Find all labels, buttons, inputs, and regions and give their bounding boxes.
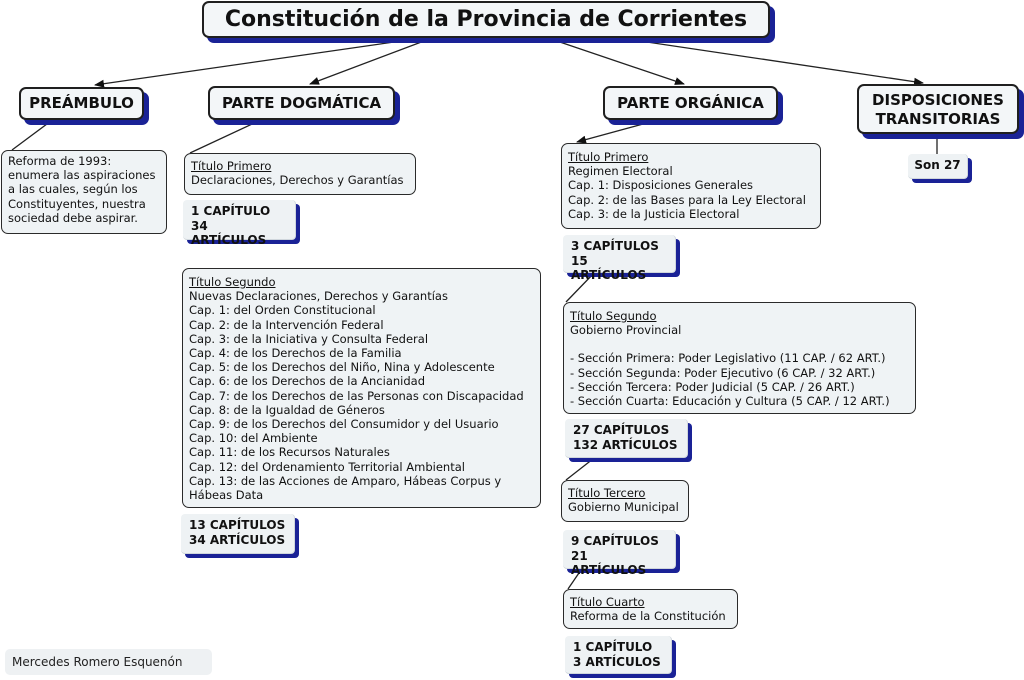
note-line: - Sección Segunda: Poder Ejecutivo (6 CAP. / 32 ART.) [570,365,876,380]
note-line: Gobierno Provincial [570,323,682,338]
note-preambulo[interactable] [1,150,167,234]
topic-transitorias-line2: TRANSITORIAS [875,110,1001,128]
author-label [5,649,212,675]
topic-transitorias-line1: DISPOSICIONES [872,91,1004,109]
count-organica-titulo-primero [563,235,676,282]
note-line: Reforma de la Constitución [570,609,726,624]
link-title-transitorias [620,38,923,83]
count-transitorias [908,154,968,179]
note-line: Constituyentes, nuestra [8,196,146,211]
count-organica-titulo-tercero [563,530,676,577]
topic-preambulo-label: PREÁMBULO [29,94,134,112]
note-line: Cap. 3: de la Justicia Electoral [568,206,740,221]
topic-disposiciones-transitorias[interactable] [857,84,1019,134]
topic-parte-dogmatica[interactable] [208,86,395,120]
count-chapters: 9 CAPÍTULOS [571,534,659,548]
count-chapters: 1 CAPÍTULO [573,640,653,654]
note-line: Cap. 8: de la Igualdad de Géneros [189,402,385,417]
note-line: Reforma de 1993: [8,154,112,168]
note-line: - Sección Cuarta: Educación y Cultura (5 CAP. / 12 ART.) [570,394,890,409]
note-line: Cap. 4: de los Derechos de la Familia [189,346,402,361]
topic-parte-dogmatica-label: PARTE DOGMÁTICA [221,94,382,112]
note-line: Cap. 1: Disposiciones Generales [568,178,754,193]
note-line: Cap. 12: del Ordenamiento Territorial Ambiental [189,459,465,474]
count-dogmatica-titulo-segundo [181,514,295,554]
note-line: Cap. 13: de las Acciones de Amparo, Hábeas Corpus y [189,473,502,488]
note-line: - Sección Tercera: Poder Judicial (5 CAP. / 26 ART.) [570,379,855,394]
count-organica-titulo-cuarto [565,636,672,674]
count-articles: 3 ARTÍCULOS [573,654,661,669]
link-title-preambulo [95,38,422,85]
count-articles: 21 ARTÍCULOS [571,548,647,577]
note-organica-titulo-tercero[interactable] [561,480,689,522]
count-organica-titulo-segundo [565,419,688,458]
note-line: Cap. 9: de los Derechos del Consumidor y del Usuario [189,417,499,432]
count-chapters: 27 CAPÍTULOS [573,423,670,437]
topic-parte-organica[interactable] [603,86,778,120]
titulo-heading: Título Tercero [568,486,646,500]
author-name: Mercedes Romero Esquenón [12,655,183,669]
note-line: - Sección Primera: Poder Legislativo (11 CAP. / 62 ART.) [570,351,886,366]
note-line: Regimen Electoral [568,164,673,179]
note-line: Cap. 2: de la Intervención Federal [189,317,384,332]
note-line: Cap. 11: de los Recursos Naturales [189,445,390,460]
note-line: Hábeas Data [189,488,264,503]
link-org-c2-t3 [566,455,598,480]
note-organica-titulo-cuarto[interactable] [563,589,738,629]
note-dogmatica-titulo-segundo[interactable] [182,268,541,508]
count-articles: 132 ARTÍCULOS [573,437,678,452]
note-line: sociedad debe aspirar. [8,210,138,225]
link-preambulo-note [12,118,55,150]
note-line: Declaraciones, Derechos y Garantías [191,173,404,188]
note-organica-titulo-primero[interactable] [561,143,821,229]
note-line: Cap. 1: del Orden Constitucional [189,303,376,318]
note-line: Cap. 10: del Ambiente [189,431,318,446]
titulo-heading: Título Primero [191,159,272,173]
link-dogmatica-t1 [190,118,265,153]
note-line [570,337,909,351]
topic-parte-organica-label: PARTE ORGÁNICA [617,94,764,112]
count-chapters: 13 CAPÍTULOS [189,518,286,532]
count-transitorias-label: Son 27 [914,158,961,172]
note-line: Cap. 2: de las Bases para la Ley Electoral [568,192,806,207]
titulo-heading: Título Primero [568,150,649,164]
note-dogmatica-titulo-primero[interactable] [184,153,416,195]
count-articles: 15 ARTÍCULOS [571,253,647,282]
note-line: Nuevas Declaraciones, Derechos y Garantías [189,289,448,304]
link-organica-t1 [577,118,665,142]
titulo-heading: Título Segundo [189,275,276,289]
note-line: Cap. 5: de los Derechos del Niño, Nina y Adolescente [189,360,495,375]
central-topic-label: Constitución de la Provincia de Corrientes [224,7,748,32]
count-chapters: 3 CAPÍTULOS [571,239,659,253]
central-topic[interactable] [202,1,770,38]
note-line: Cap. 6: de los Derechos de la Ancianidad [189,374,425,389]
topic-preambulo[interactable] [19,87,144,120]
count-articles: 34 ARTÍCULOS [189,532,286,547]
count-articles: 34 ARTÍCULOS [191,218,267,247]
count-dogmatica-titulo-primero [183,200,296,247]
note-line: Gobierno Municipal [568,500,679,515]
note-line: a las cuales, según los [8,182,138,197]
note-line: enumera las aspiraciones [8,168,156,183]
count-chapters: 1 CAPÍTULO [191,204,271,218]
note-line: Cap. 7: de los Derechos de las Personas con Discapacidad [189,388,524,403]
titulo-heading: Título Cuarto [570,595,645,609]
note-line: Cap. 3: de la Iniciativa y Consulta Federal [189,331,429,346]
titulo-heading: Título Segundo [570,309,657,323]
note-organica-titulo-segundo[interactable] [563,302,916,414]
